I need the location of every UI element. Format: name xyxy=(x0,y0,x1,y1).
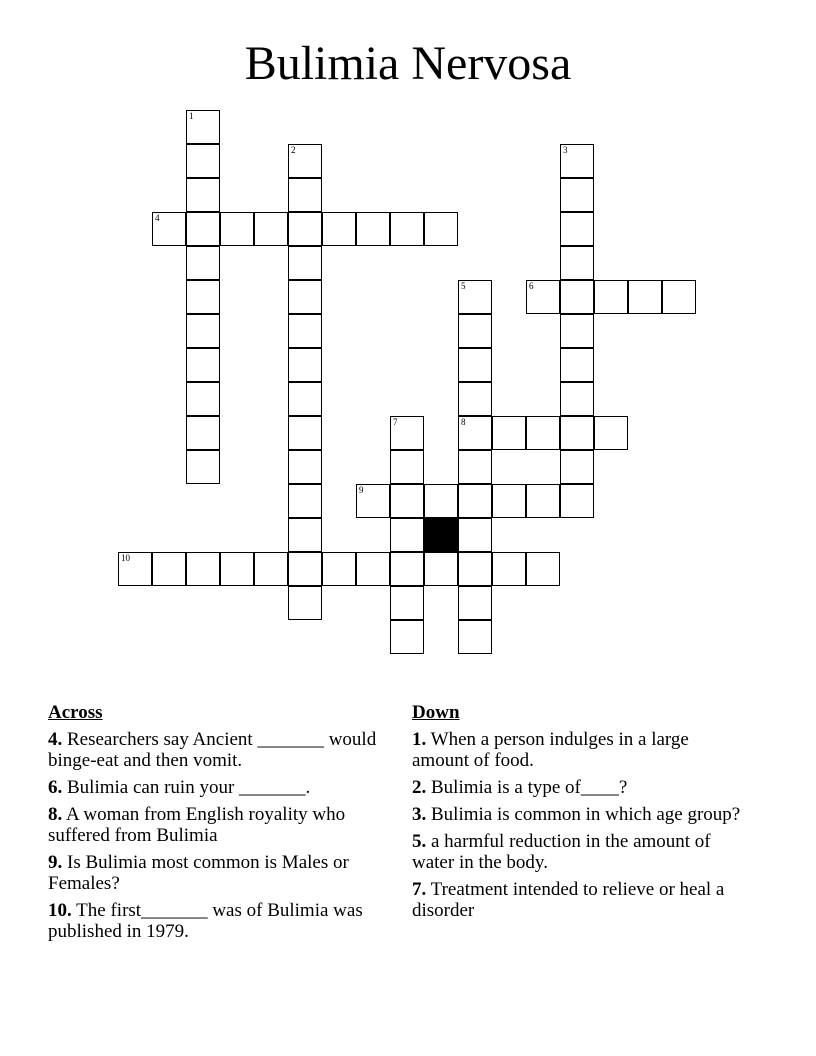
grid-cell[interactable] xyxy=(186,144,220,178)
grid-cell[interactable] xyxy=(390,518,424,552)
grid-cell[interactable] xyxy=(186,450,220,484)
grid-cell[interactable] xyxy=(458,348,492,382)
grid-cell[interactable] xyxy=(560,382,594,416)
clue-number-label: 9 xyxy=(359,485,364,495)
grid-cell[interactable] xyxy=(288,280,322,314)
grid-cell[interactable] xyxy=(560,246,594,280)
grid-cell[interactable] xyxy=(322,212,356,246)
clue-number: 1. xyxy=(412,729,427,750)
grid-cell[interactable] xyxy=(390,586,424,620)
grid-cell[interactable] xyxy=(288,382,322,416)
grid-cell[interactable] xyxy=(458,314,492,348)
grid-cell[interactable] xyxy=(560,484,594,518)
clue-number-label: 7 xyxy=(393,417,398,427)
across-clue-6 xyxy=(48,777,378,798)
clue-number-label: 3 xyxy=(563,145,568,155)
grid-cell[interactable] xyxy=(526,416,560,450)
clue-number-label: 4 xyxy=(155,213,160,223)
grid-cell[interactable] xyxy=(560,212,594,246)
grid-cell[interactable] xyxy=(288,552,322,586)
down-clue-1 xyxy=(412,729,742,771)
grid-cell[interactable] xyxy=(288,246,322,280)
grid-cell-2[interactable] xyxy=(288,144,322,178)
grid-cell[interactable] xyxy=(390,484,424,518)
across-clue-4 xyxy=(48,729,378,771)
grid-cell[interactable] xyxy=(628,280,662,314)
grid-cell[interactable] xyxy=(492,416,526,450)
grid-cell[interactable] xyxy=(526,484,560,518)
grid-cell-3[interactable] xyxy=(560,144,594,178)
grid-cell[interactable] xyxy=(356,552,390,586)
grid-cell[interactable] xyxy=(560,178,594,212)
grid-cell[interactable] xyxy=(254,552,288,586)
grid-cell[interactable] xyxy=(390,552,424,586)
across-clue-10 xyxy=(48,900,378,942)
grid-cell[interactable] xyxy=(458,586,492,620)
clue-text: Bulimia can ruin your _______. xyxy=(67,777,311,798)
grid-cell[interactable] xyxy=(492,552,526,586)
grid-cell[interactable] xyxy=(288,348,322,382)
grid-cell-10[interactable] xyxy=(118,552,152,586)
puzzle-title: Bulimia Nervosa xyxy=(244,37,572,90)
grid-cell[interactable] xyxy=(288,314,322,348)
down-clue-2 xyxy=(412,777,742,798)
grid-cell[interactable] xyxy=(288,484,322,518)
clue-text: The first_______ was of Bulimia was published in 1979. xyxy=(48,900,363,942)
clue-number: 7. xyxy=(412,879,427,900)
grid-cell-5[interactable] xyxy=(458,280,492,314)
grid-cell[interactable] xyxy=(186,178,220,212)
down-clue-3 xyxy=(412,804,742,825)
grid-cell[interactable] xyxy=(390,450,424,484)
clue-text: Researchers say Ancient _______ would binge-eat and then vomit. xyxy=(48,729,377,771)
clue-number: 2. xyxy=(412,777,427,798)
grid-cell[interactable] xyxy=(186,246,220,280)
grid-cell[interactable] xyxy=(458,620,492,654)
clue-number: 8. xyxy=(48,804,63,825)
grid-cell-6[interactable] xyxy=(526,280,560,314)
grid-cell[interactable] xyxy=(288,586,322,620)
across-clue-9 xyxy=(48,852,378,894)
grid-cell[interactable] xyxy=(492,484,526,518)
grid-cell[interactable] xyxy=(186,416,220,450)
grid-cell[interactable] xyxy=(390,212,424,246)
grid-cell[interactable] xyxy=(186,314,220,348)
clue-text: Is Bulimia most common is Males or Females? xyxy=(48,852,349,894)
across-heading: Across xyxy=(48,702,103,723)
grid-cell[interactable] xyxy=(288,450,322,484)
grid-cell[interactable] xyxy=(424,212,458,246)
grid-cell[interactable] xyxy=(186,382,220,416)
down-clue-5 xyxy=(412,831,742,873)
down-clues xyxy=(412,702,742,927)
grid-cell-7[interactable] xyxy=(390,416,424,450)
clue-number-label: 10 xyxy=(121,553,130,563)
grid-cell-1[interactable] xyxy=(186,110,220,144)
grid-cell[interactable] xyxy=(322,552,356,586)
grid-cell[interactable] xyxy=(186,212,220,246)
grid-cell-9[interactable] xyxy=(356,484,390,518)
clue-text: Treatment intended to relieve or heal a disorder xyxy=(412,879,725,921)
grid-cell[interactable] xyxy=(594,416,628,450)
grid-cell[interactable] xyxy=(662,280,696,314)
grid-cell[interactable] xyxy=(424,484,458,518)
across-clues xyxy=(48,702,378,948)
clue-number: 3. xyxy=(412,804,427,825)
down-heading: Down xyxy=(412,702,460,723)
grid-cell[interactable] xyxy=(560,450,594,484)
clue-number-label: 6 xyxy=(529,281,534,291)
grid-cell[interactable] xyxy=(152,552,186,586)
grid-cell[interactable] xyxy=(220,212,254,246)
grid-cell[interactable] xyxy=(560,280,594,314)
clue-text: a harmful reduction in the amount of water in the body. xyxy=(412,831,711,873)
grid-cell[interactable] xyxy=(458,518,492,552)
grid-cell[interactable] xyxy=(560,416,594,450)
grid-cell[interactable] xyxy=(458,552,492,586)
grid-cell[interactable] xyxy=(288,518,322,552)
grid-cell[interactable] xyxy=(186,552,220,586)
clue-number: 4. xyxy=(48,729,63,750)
grid-cell[interactable] xyxy=(186,280,220,314)
grid-cell[interactable] xyxy=(458,484,492,518)
clue-number-label: 8 xyxy=(461,417,466,427)
clue-text: Bulimia is common in which age group? xyxy=(431,804,741,825)
clue-number: 10. xyxy=(48,900,72,921)
down-clue-7 xyxy=(412,879,742,921)
clue-number: 6. xyxy=(48,777,63,798)
grid-cell[interactable] xyxy=(560,314,594,348)
across-clue-8 xyxy=(48,804,378,846)
grid-block-cell xyxy=(424,518,458,552)
clue-number-label: 5 xyxy=(461,281,466,291)
clue-text: Bulimia is a type of____? xyxy=(431,777,628,798)
grid-cell[interactable] xyxy=(526,552,560,586)
clue-number-label: 2 xyxy=(291,145,296,155)
grid-cell-4[interactable] xyxy=(152,212,186,246)
grid-cell[interactable] xyxy=(560,348,594,382)
grid-cell[interactable] xyxy=(288,178,322,212)
clue-text: A woman from English royality who suffered from Bulimia xyxy=(48,804,346,846)
grid-cell-8[interactable] xyxy=(458,416,492,450)
grid-cell[interactable] xyxy=(288,416,322,450)
grid-cell[interactable] xyxy=(594,280,628,314)
grid-cell[interactable] xyxy=(424,552,458,586)
grid-cell[interactable] xyxy=(220,552,254,586)
grid-cell[interactable] xyxy=(458,382,492,416)
grid-cell[interactable] xyxy=(254,212,288,246)
grid-cell[interactable] xyxy=(356,212,390,246)
grid-cell[interactable] xyxy=(458,450,492,484)
clue-number-label: 1 xyxy=(189,111,194,121)
clue-text: When a person indulges in a large amount of food. xyxy=(412,729,689,771)
grid-cell[interactable] xyxy=(288,212,322,246)
clue-number: 5. xyxy=(412,831,427,852)
grid-cell[interactable] xyxy=(186,348,220,382)
clue-number: 9. xyxy=(48,852,63,873)
grid-cell[interactable] xyxy=(390,620,424,654)
